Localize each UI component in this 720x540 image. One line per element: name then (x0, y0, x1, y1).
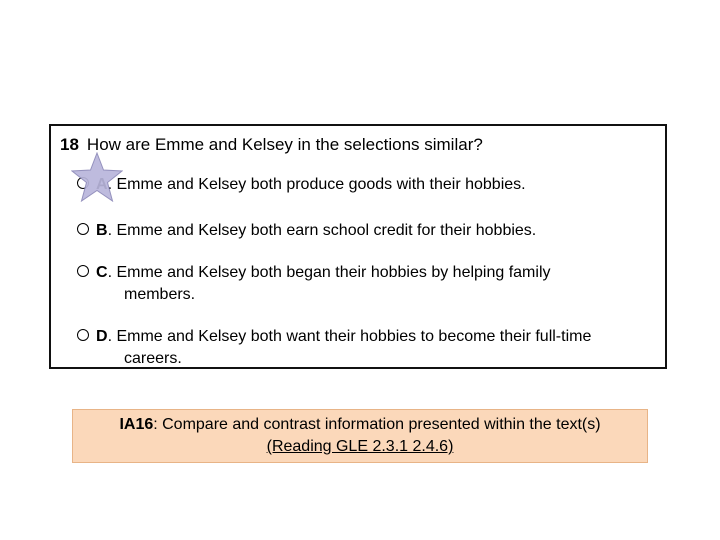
answer-text-d: . Emme and Kelsey both want their hobbies to become their full-time (107, 328, 592, 345)
answer-text-c-continued: members. (124, 286, 196, 303)
answer-letter-b: B (96, 222, 108, 239)
star-icon (71, 152, 123, 202)
answer-text-a: . Emme and Kelsey both produce goods with their hobbies. (107, 176, 526, 193)
question-number: 18 (60, 135, 79, 154)
answer-option-c[interactable] (77, 262, 551, 306)
answer-letter-d: D (96, 328, 108, 345)
answer-text-b: . Emme and Kelsey both earn school credit for their hobbies. (107, 222, 537, 239)
standard-reference-link[interactable]: (Reading GLE 2.3.1 2.4.6) (266, 438, 454, 455)
question-box (49, 124, 667, 369)
answer-bubble-c[interactable] (77, 265, 89, 277)
answer-text-c: . Emme and Kelsey both began their hobbies by helping family (107, 264, 551, 281)
question-text: How are Emme and Kelsey in the selections similar? (86, 135, 483, 154)
answer-option-b[interactable] (77, 220, 536, 242)
standard-box (72, 409, 648, 463)
standard-description: : Compare and contrast information presented within the text(s) (153, 416, 601, 433)
answer-letter-c: C (96, 264, 108, 281)
standard-line-1 (73, 414, 647, 436)
answer-option-a[interactable] (77, 174, 526, 196)
standard-code: IA16 (119, 416, 154, 433)
answer-option-d[interactable] (77, 326, 591, 370)
answer-bubble-b[interactable] (77, 223, 89, 235)
answer-bubble-d[interactable] (77, 329, 89, 341)
question-title (60, 135, 483, 155)
answer-text-d-continued: careers. (124, 350, 182, 367)
standard-line-2 (73, 436, 647, 458)
